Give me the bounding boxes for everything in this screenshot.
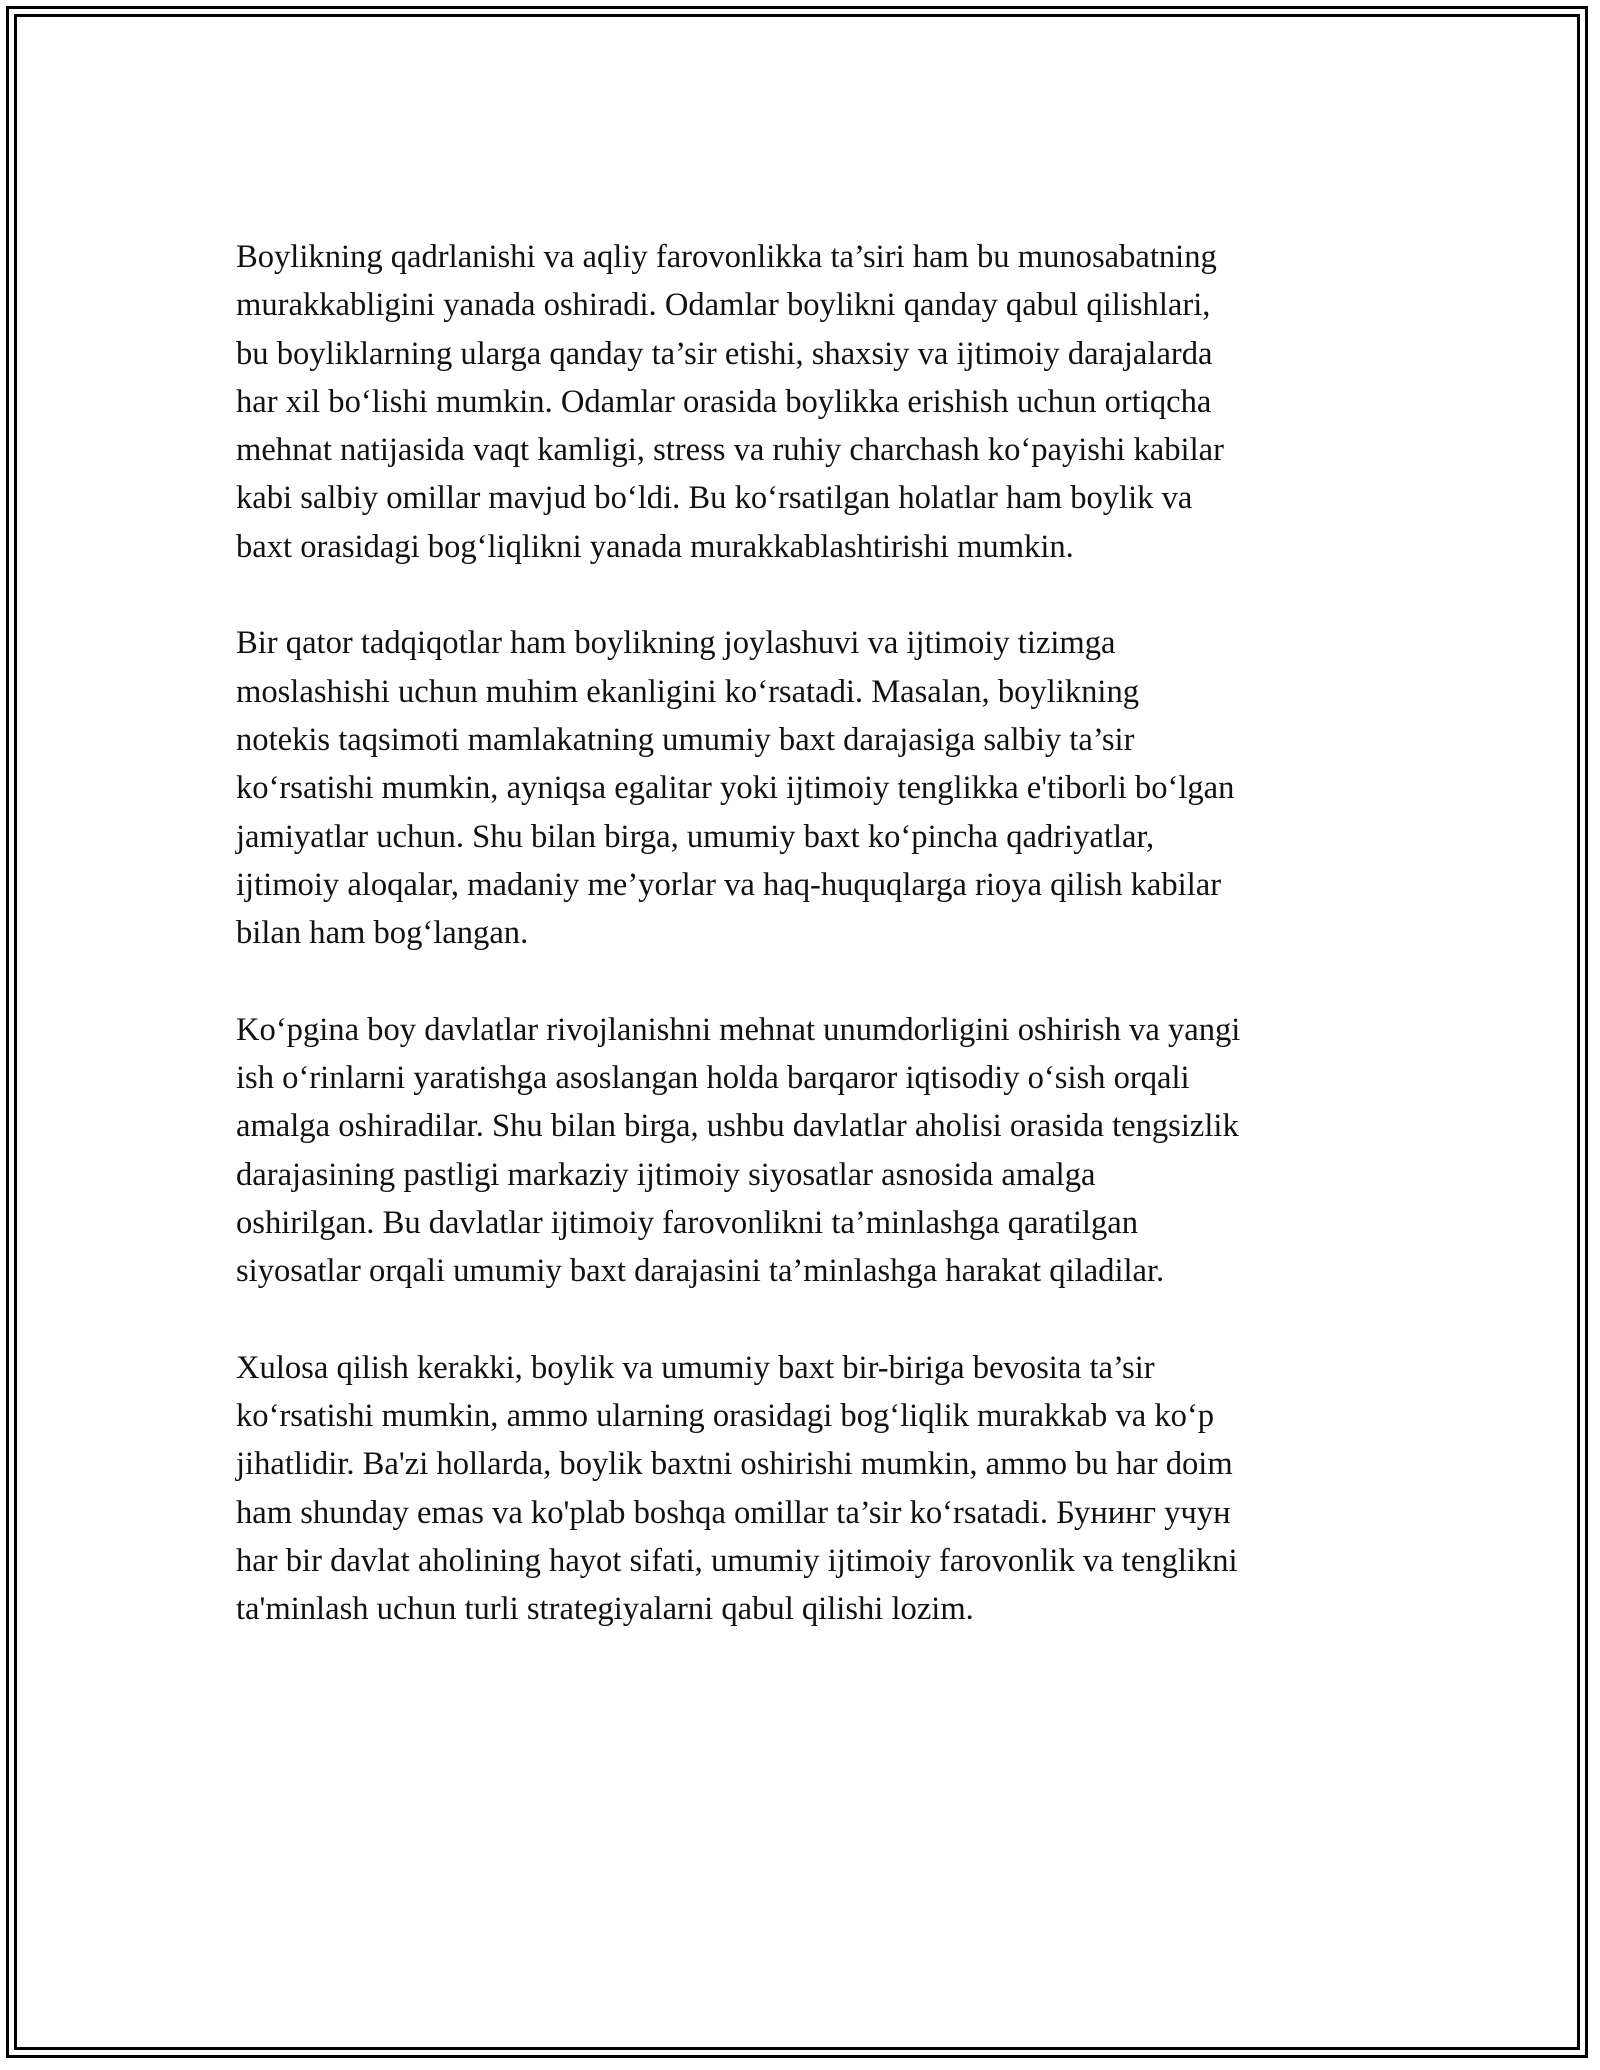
text-line: mehnat natijasida vaqt kamligi, stress va ruhiy charchash ko‘payishi kabilar (236, 432, 1224, 469)
text-line: Boylikning qadrlanishi va aqliy farovonlikka ta’siri ham bu munosabatning (236, 239, 1217, 275)
text-line: jamiyatlar uchun. Shu bilan birga, umumiy baxt ko‘pincha qadriyatlar, (236, 818, 1155, 855)
text-line: oshirilgan. Bu davlatlar ijtimoiy farovonlikni ta’minlashga qaratilgan (236, 1204, 1139, 1241)
text-line: har xil bo‘lishi mumkin. Odamlar orasida boylikka erishish uchun ortiqcha (236, 383, 1212, 420)
text-line: har bir davlat aholining hayot sifati, umumiy ijtimoiy farovonlik va tenglikni (236, 1543, 1238, 1580)
text-line: jihatlidir. Ba'zi hollarda, boylik baxtni oshirishi mumkin, ammo bu har doim (236, 1446, 1233, 1483)
paragraph-1 (236, 233, 1376, 571)
text-line: ijtimoiy aloqalar, madaniy me’yorlar va haq-huquqlarga rioya qilish kabilar (236, 866, 1222, 903)
paragraph-3 (236, 1006, 1376, 1296)
text-line: moslashishi uchun muhim ekanligini ko‘rsatadi. Masalan, boylikning (236, 673, 1140, 710)
paragraph-4 (236, 1344, 1376, 1634)
text-line: siyosatlar orqali umumiy baxt darajasini ta’minlashga harakat qiladilar. (236, 1253, 1165, 1290)
text-line: bilan ham bog‘langan. (236, 915, 529, 952)
paragraph-2 (236, 619, 1376, 957)
text-line: kabi salbiy omillar mavjud bo‘ldi. Bu ko‘rsatilgan holatlar ham boylik va (236, 480, 1193, 517)
text-line: notekis taqsimoti mamlakatning umumiy baxt darajasiga salbiy ta’sir (236, 721, 1135, 758)
text-line: ta'minlash uchun turli strategiyalarni qabul qilishi lozim. (236, 1591, 974, 1628)
document-body (236, 233, 1376, 1682)
text-line: darajasining pastligi markaziy ijtimoiy siyosatlar asnosida amalga (236, 1156, 1096, 1193)
text-line: ko‘rsatishi mumkin, ammo ularning orasidagi bog‘liqlik murakkab va ko‘p (236, 1398, 1215, 1435)
text-line: ham shunday emas va ko'plab boshqa omillar ta’sir ko‘rsatadi. Бунинг учун (236, 1494, 1231, 1531)
text-line: baxt orasidagi bog‘liqlikni yanada murakkablashtirishi mumkin. (236, 528, 1074, 565)
text-line: amalga oshiradilar. Shu bilan birga, ushbu davlatlar aholisi orasida tengsizlik (236, 1108, 1239, 1145)
text-line: Ko‘pgina boy davlatlar rivojlanishni mehnat unumdorligini oshirish va yangi (236, 1011, 1241, 1048)
text-line: Xulosa qilish kerakki, boylik va umumiy baxt bir-biriga bevosita ta’sir (236, 1349, 1155, 1386)
text-line: ish o‘rinlarni yaratishga asoslangan holda barqaror iqtisodiy o‘sish orqali (236, 1060, 1190, 1097)
text-line: murakkabligini yanada oshiradi. Odamlar boylikni qanday qabul qilishlari, (236, 287, 1211, 324)
text-line: Bir qator tadqiqotlar ham boylikning joylashuvi va ijtimoiy tizimga (236, 625, 1116, 662)
text-line: bu boyliklarning ularga qanday ta’sir etishi, shaxsiy va ijtimoiy darajalarda (236, 335, 1213, 372)
text-line: ko‘rsatishi mumkin, ayniqsa egalitar yoki ijtimoiy tenglikka e'tiborli bo‘lgan (236, 770, 1235, 807)
